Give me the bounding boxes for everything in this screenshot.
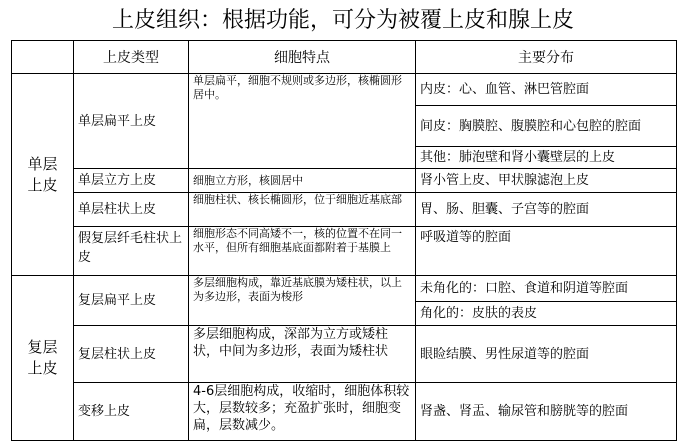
type-cell: 假复层纤毛柱状上皮	[74, 227, 189, 276]
table-row	[12, 169, 677, 193]
type-cell: 变移上皮	[74, 383, 189, 441]
table-row	[12, 193, 677, 227]
page-title: 上皮组织：根据功能，可分为被覆上皮和腺上皮	[111, 8, 574, 33]
header-distribution: 主要分布	[416, 41, 677, 74]
features-cell: 细胞柱状、核长椭圆形，位于细胞近基底部	[189, 193, 416, 227]
distribution-cell: 呼吸道等的腔面	[416, 227, 677, 276]
header-group	[12, 41, 74, 74]
distribution-cell: 其他：肺泡壁和肾小囊壁层的上皮	[416, 147, 677, 169]
distribution-cell: 未角化的：口腔、食道和阴道等腔面	[416, 276, 677, 302]
epithelium-table	[11, 40, 677, 441]
table-row	[12, 383, 677, 441]
features-cell: 单层扁平，细胞不规则或多边形，核椭圆形居中。	[189, 74, 416, 169]
distribution-cell: 角化的：皮肤的表皮	[416, 302, 677, 326]
type-cell: 复层扁平上皮	[74, 276, 189, 326]
features-cell: 多层细胞构成，靠近基底膜为矮柱状，以上为多边形，表面为梭形	[189, 276, 416, 326]
features-cell: 细胞立方形，核圆居中	[189, 169, 416, 193]
type-cell: 单层柱状上皮	[74, 193, 189, 227]
distribution-cell: 眼睑结膜、男性尿道等的腔面	[416, 326, 677, 383]
distribution-cell: 间皮：胸膜腔、腹膜腔和心包腔的腔面	[416, 106, 677, 147]
group-stratified: 复层 上皮	[12, 276, 74, 441]
distribution-cell: 胃、肠、胆囊、子宫等的腔面	[416, 193, 677, 227]
table-row	[12, 227, 677, 276]
header-type: 上皮类型	[74, 41, 189, 74]
group-single-layer: 单层 上皮	[12, 74, 74, 276]
type-cell: 单层立方上皮	[74, 169, 189, 193]
table-row	[12, 276, 677, 302]
features-cell: 4-6层细胞构成，收缩时，细胞体积较大，层数较多；充盈扩张时，细胞变扁，层数减少。	[189, 383, 416, 441]
features-cell: 多层细胞构成，深部为立方或矮柱状，中间为多边形，表面为矮柱状	[189, 326, 416, 383]
distribution-cell: 肾小管上皮、甲状腺滤泡上皮	[416, 169, 677, 193]
table-row	[12, 74, 677, 106]
distribution-cell: 内皮：心、血管、淋巴管腔面	[416, 74, 677, 106]
header-row	[12, 41, 677, 74]
type-cell: 复层柱状上皮	[74, 326, 189, 383]
distribution-cell: 肾盏、肾盂、输尿管和膀胱等的腔面	[416, 383, 677, 441]
header-features: 细胞特点	[189, 41, 416, 74]
table-row	[12, 326, 677, 383]
type-cell: 单层扁平上皮	[74, 74, 189, 169]
features-cell: 细胞形态不同高矮不一，核的位置不在同一水平，但所有细胞基底面都附着于基膜上	[189, 227, 416, 276]
